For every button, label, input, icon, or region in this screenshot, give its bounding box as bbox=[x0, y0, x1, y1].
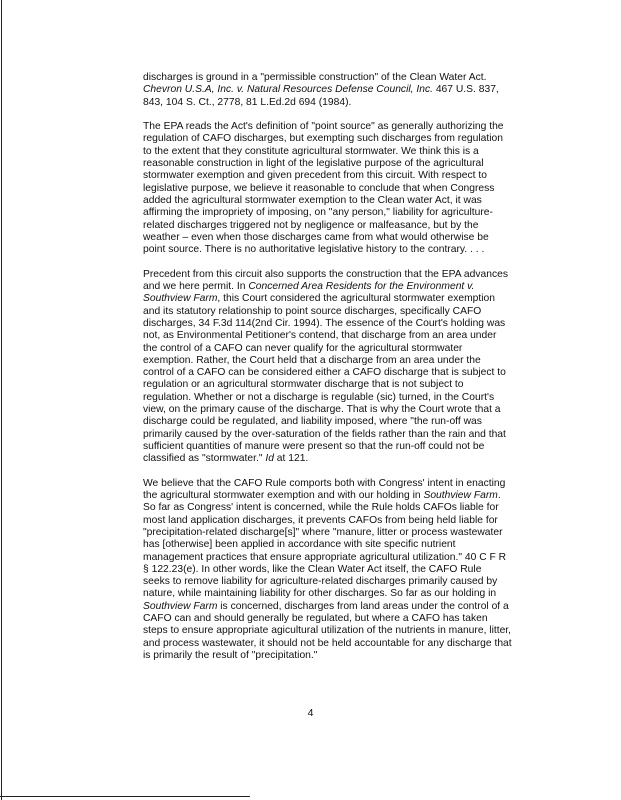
scan-edge-bottom bbox=[0, 796, 250, 797]
text-line bbox=[143, 343, 553, 355]
text-segment: 843, 104 S. Ct., 2778, 81 L.Ed.2d 694 (1984). bbox=[143, 96, 352, 108]
text-line bbox=[143, 293, 553, 305]
text-line bbox=[143, 552, 553, 564]
text-segment: § 122.23(e). In other words, like the Clean Water Act itself, the CAFO Rule bbox=[143, 563, 482, 575]
text-segment: nature, while maintaining liability for other discharges. So far as our holding in bbox=[143, 588, 497, 600]
text-line bbox=[143, 502, 553, 514]
text-line bbox=[143, 269, 553, 281]
text-segment: classified as "stormwater." bbox=[143, 453, 266, 465]
text-line bbox=[143, 392, 553, 404]
text-segment: , this Court considered the agricultural stormwater exemption bbox=[217, 293, 495, 305]
text-line bbox=[143, 478, 553, 490]
text-segment: CAFO can and should generally be regulated, but where a CAFO has taken bbox=[143, 613, 488, 625]
text-line bbox=[143, 133, 553, 145]
document-body bbox=[143, 72, 553, 675]
text-segment: We believe that the CAFO Rule comports both with Congress' intent in enacting bbox=[143, 477, 506, 489]
italic-citation: Southview Farm bbox=[143, 293, 218, 305]
text-line bbox=[143, 588, 553, 600]
text-segment: has [otherwise] been applied in accordance with site specific nutrient bbox=[143, 539, 456, 551]
scan-edge-left bbox=[1, 0, 2, 800]
text-line bbox=[143, 84, 553, 96]
text-segment: is primarily the result of "precipitation." bbox=[143, 649, 318, 661]
text-segment: related discharges triggered not by negligence or malfeasance, but by the bbox=[143, 219, 479, 231]
paragraph-4 bbox=[143, 478, 553, 662]
text-segment: the control of a CAFO can never qualify for the agricultural stormwater bbox=[143, 342, 463, 354]
text-segment: "precipitation-related discharge[s]" where "manure, litter or process wastewater bbox=[143, 526, 503, 538]
text-line bbox=[143, 220, 553, 232]
text-segment: regulation. Whether or not a discharge is regulable (sic) turned, in the Court's bbox=[143, 391, 495, 403]
text-segment: steps to ensure appropriate agicultural utilization of the nutrients in manure, litter, bbox=[143, 625, 512, 637]
paragraph-3 bbox=[143, 269, 553, 466]
text-segment: added the agricultural stormwater exemption to the Clean water Act, it was bbox=[143, 194, 482, 206]
text-segment: legislative purpose, we believe it reasonable to conclude that when Congress bbox=[143, 182, 495, 194]
text-segment: view, on the primary cause of the discharge. That is why the Court wrote that a bbox=[143, 404, 501, 416]
text-segment: and process wastewater, it should not be held accountable for any discharge that bbox=[143, 637, 512, 649]
text-line bbox=[143, 490, 553, 502]
text-line bbox=[143, 281, 553, 293]
text-line bbox=[143, 367, 553, 379]
text-line bbox=[143, 429, 553, 441]
text-segment: the agricultural stormwater exemption and with our holding in bbox=[143, 490, 424, 502]
text-line bbox=[143, 170, 553, 182]
text-line bbox=[143, 232, 553, 244]
text-line bbox=[143, 244, 553, 256]
text-segment: and we here permit. In bbox=[143, 281, 249, 293]
text-segment: not, as Environmental Petitioner's contend, that discharge from an area under bbox=[143, 330, 497, 342]
text-line bbox=[143, 121, 553, 133]
text-segment: is concerned, discharges from land areas under the control of a bbox=[217, 600, 509, 612]
text-line bbox=[143, 146, 553, 158]
text-line bbox=[143, 453, 553, 465]
text-segment: discharges is ground in a "permissible construction" of the Clean Water Act. bbox=[143, 72, 487, 83]
text-line bbox=[143, 207, 553, 219]
text-segment: point source. There is no authoritative legislative history to the contrary. . . . bbox=[143, 244, 485, 256]
text-line bbox=[143, 650, 553, 662]
text-segment: control of a CAFO can be considered either a CAFO discharge that is subject to bbox=[143, 367, 506, 379]
text-line bbox=[143, 195, 553, 207]
text-line bbox=[143, 441, 553, 453]
text-line bbox=[143, 539, 553, 551]
text-line bbox=[143, 625, 553, 637]
text-line bbox=[143, 613, 553, 625]
text-line bbox=[143, 564, 553, 576]
text-segment: reasonable construction in light of the legislative purpose of the agricultural bbox=[143, 158, 484, 170]
italic-citation: Concerned Area Residents for the Environment v. bbox=[248, 281, 475, 293]
text-line bbox=[143, 318, 553, 330]
text-line bbox=[143, 416, 553, 428]
text-line bbox=[143, 601, 553, 613]
text-segment: discharge could be regulated, and liability imposed, where "the run-off was bbox=[143, 416, 482, 428]
text-segment: regulation or an agricultural stormwater discharge that is not subject to bbox=[143, 379, 464, 391]
text-segment: weather – even when those discharges came from what would otherwise be bbox=[143, 231, 489, 243]
text-line bbox=[143, 183, 553, 195]
text-segment: affirming the impropriety of imposing, on "any person," liability for agriculture- bbox=[143, 207, 493, 219]
text-segment: stormwater exemption and given precedent from this circuit. With respect to bbox=[143, 170, 487, 182]
text-line bbox=[143, 72, 553, 84]
text-segment: and its statutory relationship to point source discharges, specifically CAFO bbox=[143, 305, 482, 317]
text-line bbox=[143, 379, 553, 391]
text-line bbox=[143, 97, 553, 109]
text-segment: Precedent from this circuit also supports the construction that the EPA advances bbox=[143, 268, 508, 280]
text-segment: discharges, 34 F.3d 114(2nd Cir. 1994). The essence of the Court's holding was bbox=[143, 317, 506, 329]
italic-citation: Id bbox=[265, 453, 274, 465]
text-segment: seeks to remove liability for agriculture-related discharges primarily caused by bbox=[143, 576, 498, 588]
italic-citation: Southview Farm bbox=[423, 490, 498, 502]
text-segment: 467 U.S. 837, bbox=[432, 84, 499, 96]
italic-citation: Chevron U.S.A, Inc. v. Natural Resources Defense Council, Inc. bbox=[143, 84, 433, 96]
text-segment: regulation of CAFO discharges, but exempting such discharges from regulation bbox=[143, 133, 504, 145]
italic-citation: Southview Farm bbox=[143, 600, 218, 612]
text-segment: management practices that ensure appropriate agricultural utilization." 40 C F R bbox=[143, 551, 507, 563]
text-line bbox=[143, 330, 553, 342]
text-segment: primarily caused by the over-saturation of the fields rather than the rain and that bbox=[143, 428, 506, 440]
paragraph-2 bbox=[143, 121, 553, 256]
text-line bbox=[143, 515, 553, 527]
page-number: 4 bbox=[307, 707, 314, 719]
text-segment: at 121. bbox=[273, 453, 309, 465]
text-line bbox=[143, 638, 553, 650]
text-segment: exemption. Rather, the Court held that a discharge from an area under the bbox=[143, 354, 481, 366]
text-line bbox=[143, 306, 553, 318]
text-line bbox=[143, 527, 553, 539]
text-segment: to the extent that they constitute agricultural stormwater. We think this is a bbox=[143, 145, 479, 157]
text-line bbox=[143, 576, 553, 588]
text-line bbox=[143, 355, 553, 367]
text-line bbox=[143, 404, 553, 416]
text-segment: So far as Congress' intent is concerned, while the Rule holds CAFOs liable for bbox=[143, 502, 499, 514]
text-segment: most land application discharges, it prevents CAFOs from being held liable for bbox=[143, 514, 498, 526]
text-line bbox=[143, 158, 553, 170]
text-segment: sufficient quantities of manure were present so that the run-off could not be bbox=[143, 440, 485, 452]
text-segment: The EPA reads the Act's definition of "point source" as generally authorizing the bbox=[143, 121, 504, 133]
paragraph-1 bbox=[143, 72, 553, 109]
text-segment: . bbox=[497, 490, 501, 502]
